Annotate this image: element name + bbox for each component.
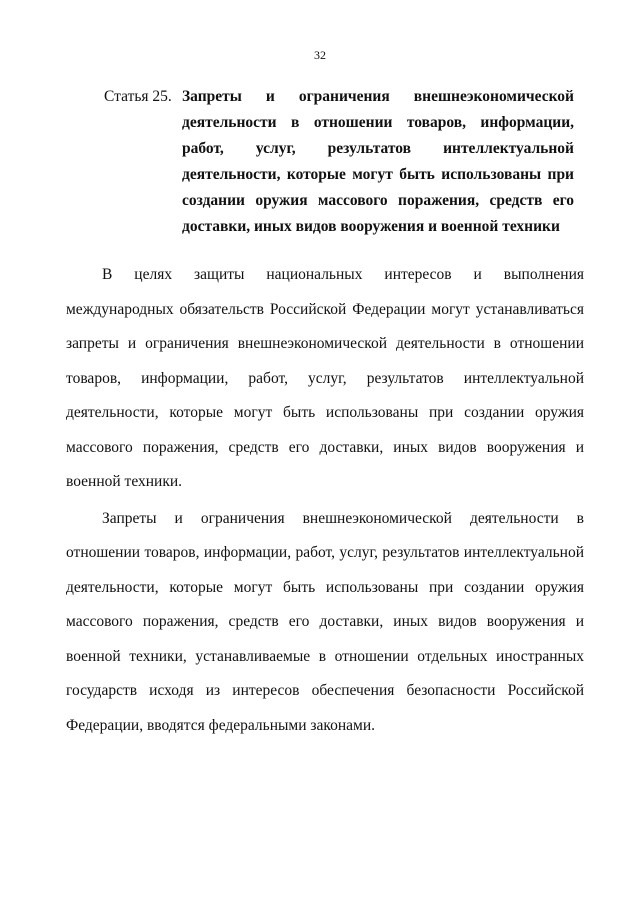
page-number: 32 [314, 48, 326, 62]
paragraph-2: Запреты и ограничения внешнеэкономической деятельности в отношении товаров, информации, работ, услуг, результатов интеллектуальной деятельности, которые могут быть использованы при создании оружия массового поражения, средств его доставки, иных видов вооружения и военной техники, устанавливаемые в отношении отдельных иностранных государств исходя из интересов обеспечения безопасности Российской Федерации, вводятся федеральными законами. [66, 509, 584, 734]
paragraph-1: В целях защиты национальных интересов и выполнения международных обязательств Российской Федерации могут устанавливаться запреты и ограничения внешнеэкономической деятельности в отношении товаров, информации, работ, услуг, результатов интеллектуальной деятельности, которые могут быть использованы при создании оружия массового поражения, средств его доставки, иных видов вооружения и военной техники. [66, 266, 584, 490]
article-heading [104, 84, 574, 240]
article-label: Статья 25. [104, 88, 172, 105]
article-body [66, 258, 584, 745]
article-title: Запреты и ограничения внешнеэкономической деятельности в отношении товаров, информации, работ, услуг, результатов интеллектуальной деятельности, которые могут быть использованы при создании оружия массового поражения, средств его доставки, иных видов вооружения и военной техники [182, 88, 574, 235]
